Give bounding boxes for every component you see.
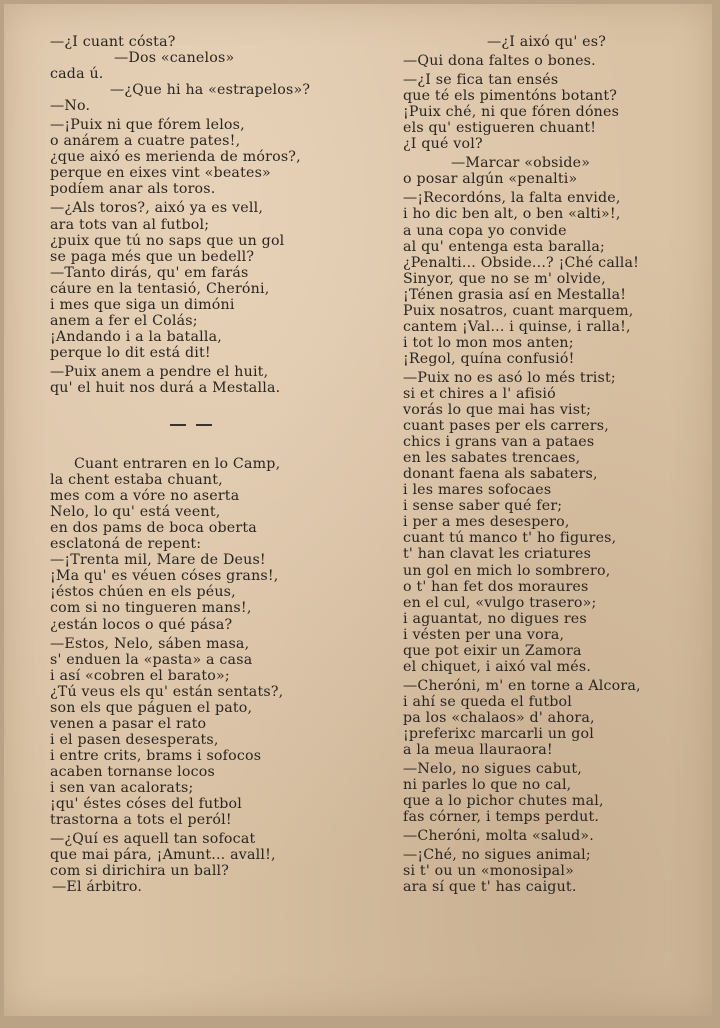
text-line: que té els pimentóns botant? <box>403 88 618 105</box>
text-line: Puix nosatros, cuant marquem, <box>403 302 634 319</box>
text-line: —¿I aixó qu' es? <box>487 34 607 50</box>
text-line: —Cheróni, molta «salud». <box>403 828 594 845</box>
text-line: en el cul, «vulgo trasero»; <box>403 594 597 611</box>
text-line: esclatoná de repent: <box>50 536 202 553</box>
section-separator <box>46 396 346 438</box>
left-column <box>46 34 346 895</box>
text-line: anem a fer el Colás; <box>50 312 198 329</box>
text-line: els qu' estigueren chuant! <box>403 120 597 137</box>
text-line: ni parles lo que no cal, <box>403 777 572 794</box>
text-line: i tot lo mon mos anten; <box>403 334 574 351</box>
text-line: trastorna a tots el peról! <box>50 812 232 829</box>
text-line: ¡éstos chúen en els péus, <box>50 584 236 601</box>
text-line: —¡Puix ni que fórem lelos, <box>50 117 245 134</box>
text-line: ¡Regol, quína confusió! <box>403 350 575 367</box>
text-line: cada ú. <box>50 66 104 83</box>
text-line: i les mares sofocaes <box>403 482 552 499</box>
text-line: si et chires a l' afisió <box>403 385 556 402</box>
text-line: —¿I cuant cósta? <box>50 34 176 50</box>
text-line: ¿puix que tú no saps que un gol <box>50 232 285 249</box>
text-line: acaben tornanse locos <box>50 763 215 780</box>
separator-dash <box>196 424 212 426</box>
text-line: com si dirichira un ball? <box>50 863 230 880</box>
text-line: qu' el huit nos durá a Mestalla. <box>50 379 281 396</box>
text-line: —El árbitro. <box>52 879 143 896</box>
text-line: que mai pára, ¡Amunt... avall!, <box>50 847 276 864</box>
text-line: en dos pams de boca oberta <box>50 520 257 537</box>
text-line: ¿Penalti... Obside...? ¡Ché calla! <box>403 254 640 271</box>
text-line: podíem anar als toros. <box>50 181 216 198</box>
text-line: ¡Andando i a la batalla, <box>50 328 222 345</box>
text-line: i así «cobren el barato»; <box>50 667 230 684</box>
text-line: i entre crits, brams i sofocos <box>50 747 262 764</box>
text-line: vorás lo que mai has vist; <box>403 402 592 419</box>
text-line: —¡Ché, no sigues animal; <box>403 847 591 864</box>
text-line: ¿Tú veus els qu' están sentats?, <box>50 683 284 700</box>
text-line: pa los «chalaos» d' ahora, <box>403 709 595 726</box>
text-line: ¡Puix ché, ni que fóren dónes <box>403 104 620 121</box>
text-line: en les sabates trencaes, <box>403 450 581 467</box>
text-line: o anárem a cuatre pates!, <box>50 133 241 150</box>
text-line: —Nelo, no sigues cabut, <box>403 761 582 778</box>
text-line: —Cheróni, m' en torne a Alcora, <box>403 677 641 694</box>
gap <box>46 438 346 456</box>
text-line: i sense saber qué fer; <box>403 498 563 515</box>
text-line: a una copa yo convide <box>403 222 567 239</box>
text-line: que a lo pichor chutes mal, <box>403 793 604 810</box>
text-line: ara tots van al futbol; <box>50 216 210 233</box>
text-line: —Dos «canelos» <box>114 50 235 67</box>
separator-dash <box>170 424 186 426</box>
text-line: i vésten per una vora, <box>403 626 565 643</box>
text-line: —¡Recordóns, la falta envide, <box>403 190 621 207</box>
text-line: —Marcar «obside» <box>451 155 591 172</box>
text-line: que pot eixir un Zamora <box>403 642 582 659</box>
text-line: —¡Trenta mil, Mare de Deus! <box>50 552 266 569</box>
text-line: i per a mes desespero, <box>403 514 570 531</box>
text-line: cuant tú manco t' ho figures, <box>403 530 617 547</box>
text-line: cuant pases per els carrers, <box>403 418 609 435</box>
text-line: chics i grans van a pataes <box>403 434 595 451</box>
text-line: mes com a vóre no aserta <box>50 488 240 505</box>
text-line: —¿Quí es aquell tan sofocat <box>50 831 256 848</box>
text-line: ¡preferixc marcarli un gol <box>403 725 594 742</box>
text-line: ¡Ténen grasia así en Mestalla! <box>403 286 627 303</box>
text-line: i ho dic ben alt, o ben «alti»!, <box>403 206 621 223</box>
text-line: —Qui dona faltes o bones. <box>403 53 596 70</box>
text-line: t' han clavat les criatures <box>403 546 592 563</box>
text-line: el chiquet, i aixó val més. <box>403 658 592 675</box>
text-line: donant faena als sabaters, <box>403 466 598 483</box>
text-line: son els que páguen el pato, <box>50 699 253 716</box>
text-line: i el pasen desesperats, <box>50 731 219 748</box>
text-line: o t' han fet dos moraures <box>403 578 589 595</box>
text-line: —No. <box>50 98 91 115</box>
text-line: ¿están locos o qué pása? <box>50 616 233 633</box>
printed-page <box>4 4 712 1016</box>
text-line: —Puix no es asó lo més trist; <box>403 369 616 386</box>
text-line: i aguantat, no digues res <box>403 610 587 627</box>
text-line: —Puix anem a pendre el huit, <box>50 363 269 380</box>
text-line: venen a pasar el rato <box>50 715 207 732</box>
text-line: un gol en mich lo sombrero, <box>403 562 611 579</box>
text-line: o posar algún «penalti» <box>403 171 578 188</box>
text-line: ¿I qué vol? <box>403 136 483 153</box>
text-line: la chent estaba chuant, <box>50 472 223 489</box>
text-line: ¿que aixó es merienda de móros?, <box>50 149 301 166</box>
text-line: i sen van acalorats; <box>50 779 194 796</box>
text-line: a la meua llauraora! <box>403 742 553 759</box>
text-line: s' enduen la «pasta» a casa <box>50 651 253 668</box>
text-line: com si no tingueren mans!, <box>50 600 252 617</box>
text-line: —Estos, Nelo, sáben masa, <box>50 635 250 652</box>
text-line: i mes que siga un dimóni <box>50 296 235 313</box>
text-line: ara sí que t' has caigut. <box>403 879 577 896</box>
text-line: perque lo dit está dit! <box>50 344 211 361</box>
text-line: fas córner, i temps perdut. <box>403 809 600 826</box>
text-line: —¿I se fica tan ensés <box>403 72 559 89</box>
right-column <box>399 34 704 895</box>
text-line: perque en eixes vint «beates» <box>50 165 271 182</box>
text-line: se paga més que un bedell? <box>50 248 255 265</box>
text-line: —¿Als toros?, aixó ya es vell, <box>50 200 264 217</box>
text-line: i ahí se queda el futbol <box>403 693 573 710</box>
text-line: cáure en la tentasió, Cheróni, <box>50 280 270 297</box>
text-line: cantem ¡Val... i quinse, i ralla!, <box>403 318 631 335</box>
text-line: al qu' entenga esta baralla; <box>403 238 605 255</box>
text-line: ¡Ma qu' es véuen cóses grans!, <box>50 568 279 585</box>
text-line: —¿Que hi ha «estrapelos»? <box>110 82 311 99</box>
text-line: ¡qu' éstes cóses del futbol <box>50 796 243 813</box>
text-line: si t' ou un «monosipal» <box>403 863 574 880</box>
text-line: Nelo, lo qu' está veent, <box>50 504 221 521</box>
text-line: Sinyor, que no se m' olvide, <box>403 270 606 287</box>
text-line: —Tanto dirás, qu' em farás <box>50 264 249 281</box>
text-line: Cuant entraren en lo Camp, <box>74 456 281 473</box>
